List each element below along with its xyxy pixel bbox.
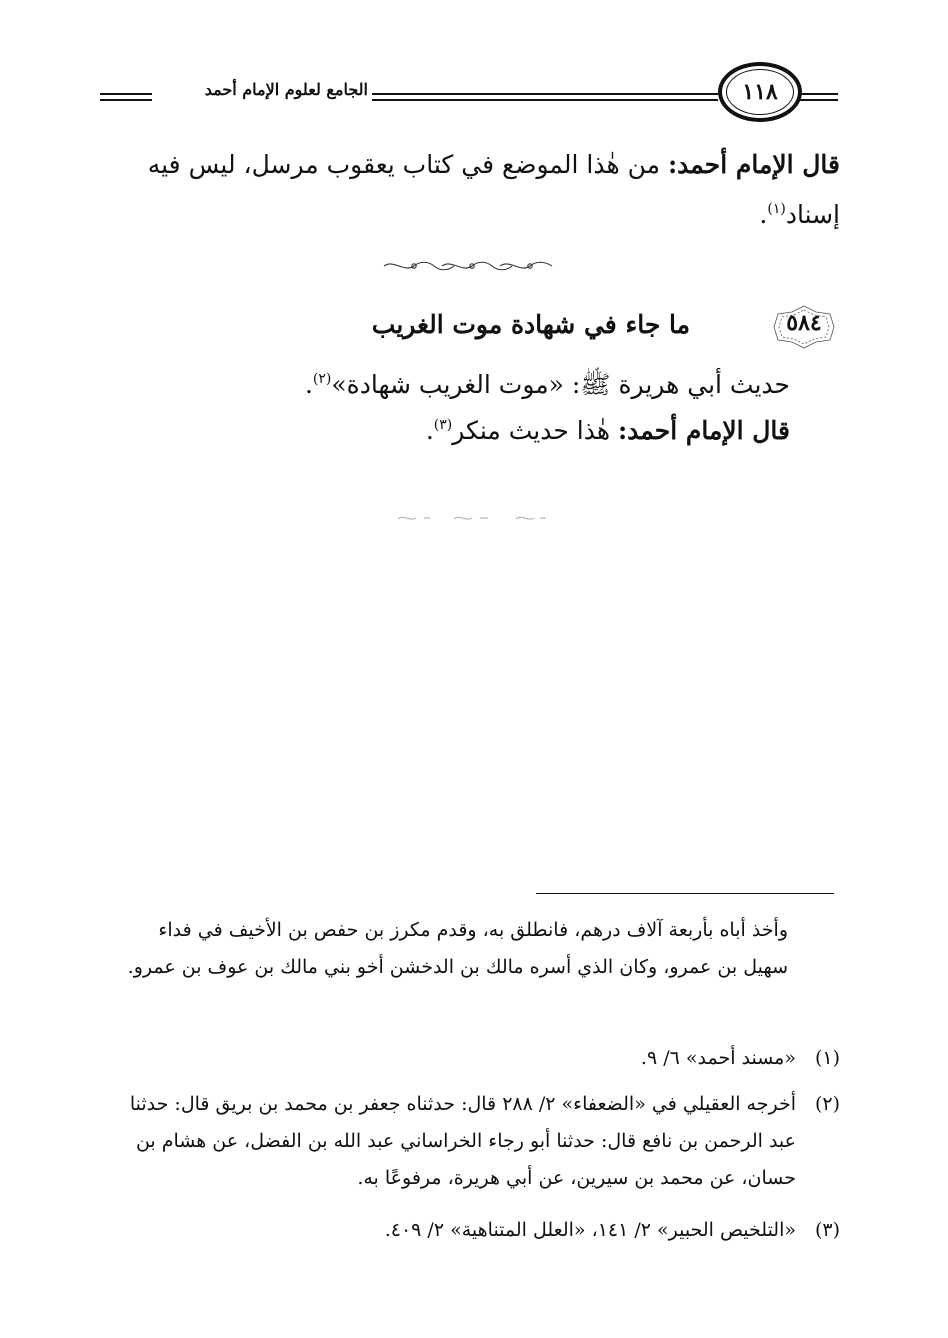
- ornament-divider-icon: [380, 257, 556, 275]
- page-number: ١١٨: [742, 79, 778, 105]
- intro-end: .: [759, 200, 768, 229]
- footnote-number: (١): [814, 1047, 840, 1069]
- footnote-item: [112, 1212, 840, 1249]
- footnote-continuation: وأخذ أباه بأربعة آلاف درهم، فانطلق به، وقدم مكرز بن حفص بن الأخيف في فداء سهيل بن عمرو، وكان الذي أسره مالك بن الدخشن أخو بني مالك بن عوف بن عمرو.: [127, 919, 788, 978]
- hadith-text: «موت الغريب شهادة»: [331, 370, 564, 399]
- footnote-item: [112, 1040, 840, 1077]
- book-title: الجامع لعلوم الإمام أحمد: [204, 80, 368, 99]
- footnote-number: (٢): [814, 1093, 840, 1115]
- page-number-badge: [718, 62, 802, 122]
- ruling-speaker: قال الإمام أحمد:: [617, 416, 790, 445]
- intro-paragraph: [100, 140, 840, 240]
- footnote-marker: (١): [767, 201, 786, 217]
- footnote-item: [112, 1086, 840, 1197]
- footnote-text: «التلخيص الحبير» ٢/ ١٤١، «العلل المتناهية» ٢/ ٤٠٩.: [384, 1219, 796, 1241]
- hadith-end: .: [304, 370, 313, 399]
- ruling-end: .: [425, 416, 434, 445]
- ruling-text: هٰذا حديث منكر: [452, 416, 618, 445]
- intro-text: من هٰذا الموضع في كتاب يعقوب مرسل، ليس فيه إسناد: [147, 150, 840, 229]
- hadith-block: [250, 362, 790, 454]
- hadith-prefix: حديث أبي هريرة ﷺ:: [563, 370, 790, 399]
- ornament-divider-icon: [380, 510, 556, 526]
- section-title: ما جاء في شهادة موت الغريب: [371, 310, 690, 339]
- header-rule-right: [800, 93, 838, 101]
- footnote-marker: (٣): [433, 417, 453, 433]
- footnote-marker: (٢): [312, 371, 332, 387]
- footnote-text: «مسند أحمد» ٦/ ٩.: [640, 1047, 796, 1069]
- ruling-line: [250, 408, 790, 454]
- footnote-separator: [536, 893, 834, 894]
- header-rule-left: [100, 93, 152, 101]
- footnote-number: (٣): [814, 1219, 840, 1241]
- section-number: ٥٨٤: [786, 310, 822, 336]
- footnote-text: أخرجه العقيلي في «الضعفاء» ٢/ ٢٨٨ قال: حدثناه جعفر بن محمد بن بريق قال: حدثنا عبد الرحمن بن نافع قال: حدثنا أبو رجاء الخراساني عبد الله بن الفضل، عن هشام بن حسان، عن محمد بن سيرين، عن أبي هريرة، مرفوعًا به.: [129, 1093, 796, 1189]
- header-rule-middle: [372, 93, 718, 101]
- intro-speaker: قال الإمام أحمد:: [667, 150, 840, 179]
- hadith-line: [250, 362, 790, 408]
